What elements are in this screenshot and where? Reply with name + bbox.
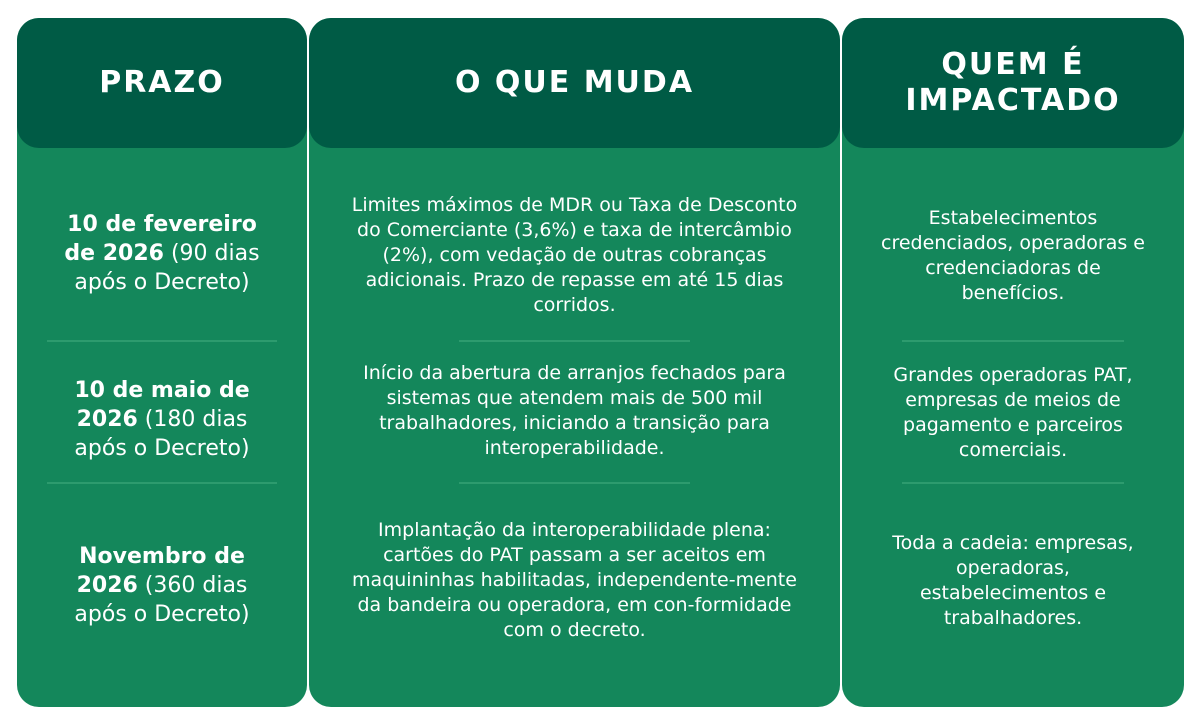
row-divider xyxy=(902,340,1124,342)
cell-prazo-row-2 xyxy=(17,344,307,494)
row-divider xyxy=(459,340,690,342)
prazo-note: (90 dias após o Decreto) xyxy=(74,241,260,295)
cell-prazo-row-1 xyxy=(17,166,307,341)
column-quem-e-impactado xyxy=(842,18,1184,707)
muda-text: Início da abertura de arranjos fechados para sistemas que atendem mais de 500 mil trabalhadores, iniciando a transição para interoperabilidade. xyxy=(363,361,786,459)
row-divider xyxy=(47,340,277,342)
prazo-date: 10 de fevereiro de 2026 xyxy=(64,212,257,266)
cell-prazo-row-3 xyxy=(17,498,307,673)
impactado-text: Grandes operadoras PAT, empresas de meios de pagamento e parceiros comerciais. xyxy=(893,364,1133,461)
cell-muda-row-2 xyxy=(309,348,840,473)
cell-impactado-row-1 xyxy=(842,178,1184,333)
header-prazo: PRAZO xyxy=(17,18,307,148)
cell-muda-row-1 xyxy=(309,178,840,333)
column-o-que-muda xyxy=(309,18,840,707)
muda-text: Implantação da interoperabilidade plena: cartões do PAT passam a ser aceitos em maquininhas habilitadas, independente-mente da bandeira ou operadora, em con-formidade com o decreto. xyxy=(352,519,797,641)
row-divider xyxy=(47,482,277,484)
impactado-text: Estabelecimentos credenciados, operadoras e credenciadoras de benefícios. xyxy=(881,206,1145,304)
prazo-note: (180 dias após o Decreto) xyxy=(74,406,250,461)
impactado-text: Toda a cadeia: empresas, operadoras, estabelecimentos e trabalhadores. xyxy=(892,532,1134,629)
prazo-date: Novembro de 2026 xyxy=(76,544,245,598)
cell-impactado-row-3 xyxy=(842,496,1184,666)
header-o-que-muda: O QUE MUDA xyxy=(309,18,840,148)
header-quem-e-impactado: QUEM É IMPACTADO xyxy=(842,18,1184,148)
row-divider xyxy=(902,482,1124,484)
column-prazo xyxy=(17,18,307,707)
muda-text: Limites máximos de MDR ou Taxa de Desconto do Comerciante (3,6%) e taxa de intercâmbio (2%), com vedação de outras cobranças adicionais. Prazo de repasse em até 15 dias corridos. xyxy=(351,194,798,316)
prazo-note: (360 dias após o Decreto) xyxy=(74,573,250,627)
row-divider xyxy=(459,482,690,484)
cell-impactado-row-2 xyxy=(842,348,1184,478)
prazo-date: 10 de maio de 2026 xyxy=(74,377,250,432)
cell-muda-row-3 xyxy=(309,493,840,668)
